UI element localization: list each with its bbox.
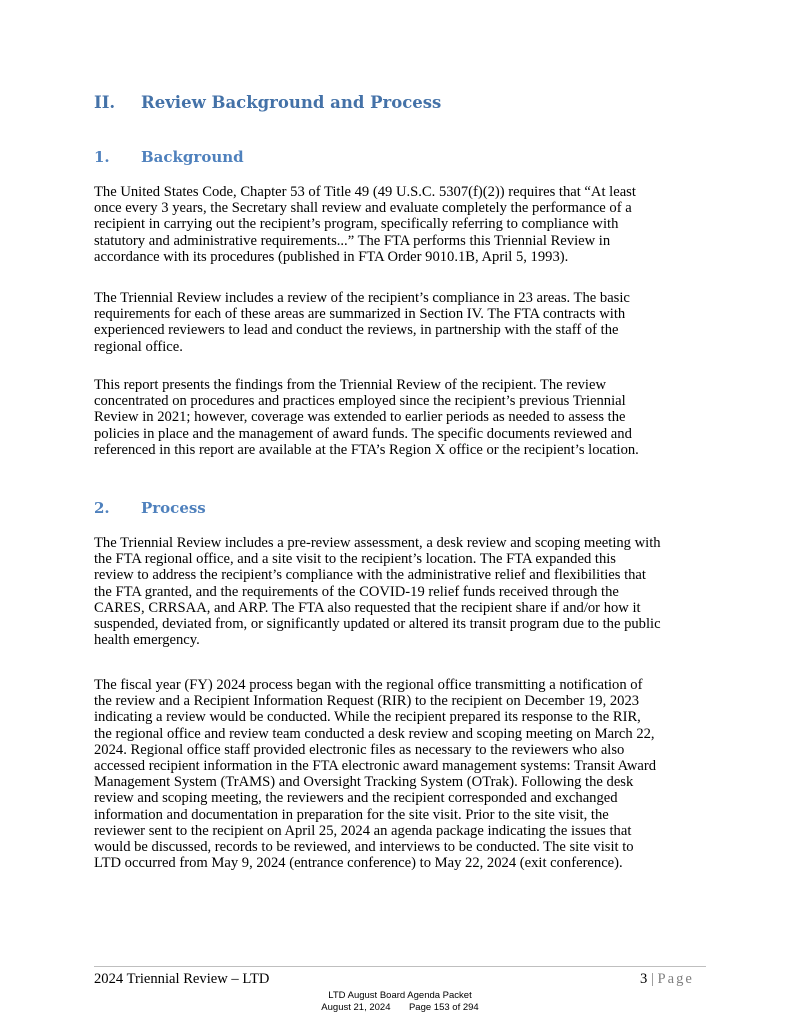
background-title: Background <box>141 148 244 166</box>
process-paragraph-1 <box>94 535 714 648</box>
text-line: The fiscal year (FY) 2024 process began with the regional office transmitting a notification of <box>94 677 643 693</box>
text-line: the regional office and review team conducted a desk review and scoping meeting on March 22, <box>94 725 655 742</box>
section-heading <box>94 93 441 112</box>
text-line: statutory and administrative requirements...” The FTA performs this Triennial Review in <box>94 232 611 249</box>
process-number: 2. <box>94 499 110 517</box>
background-heading <box>94 148 244 166</box>
footer-title: 2024 Triennial Review – LTD <box>94 971 270 987</box>
text-line: health emergency. <box>94 632 200 649</box>
text-line: requirements for each of these areas are summarized in Section IV. The FTA contracts with <box>94 306 626 323</box>
text-line: experienced reviewers to lead and conduct the reviews, in partnership with the staff of the <box>94 322 619 339</box>
text-line: information and documentation in preparation for the site visit. Prior to the site visit, the <box>94 806 609 823</box>
text-line: 2024. Regional office staff provided electronic files as necessary to the reviewers who also <box>94 741 625 758</box>
text-line: Management System (TrAMS) and Oversight Tracking System (OTrak). Following the desk <box>94 774 634 791</box>
text-line: review and scoping meeting, the reviewers and the recipient corresponded and exchanged <box>94 790 618 807</box>
text-line: The Triennial Review includes a review of the recipient’s compliance in 23 areas. The basic <box>94 290 630 306</box>
background-paragraph-3 <box>94 377 714 458</box>
text-line: the FTA granted, and the requirements of the COVID-19 relief funds received through the <box>94 583 619 600</box>
section-number: II. <box>94 93 116 112</box>
page-word: Page <box>657 971 694 987</box>
text-line: Review in 2021; however, coverage was extended to earlier periods as needed to assess the <box>94 409 626 426</box>
background-paragraph-1 <box>94 184 714 265</box>
footer-separator: | <box>650 971 654 987</box>
text-line: The Triennial Review includes a pre-review assessment, a desk review and scoping meeting with <box>94 535 661 551</box>
process-title: Process <box>141 499 206 517</box>
footer-page-number <box>640 971 694 988</box>
text-line: indicating a review would be conducted. While the recipient prepared its response to the RIR, <box>94 709 641 726</box>
packet-stamp-line-2: August 21, 2024 Page 153 of 294 <box>321 1002 479 1013</box>
packet-stamp-line-1: LTD August Board Agenda Packet <box>328 990 472 1001</box>
text-line: the review and a Recipient Information Request (RIR) to the recipient on December 19, 2023 <box>94 693 640 710</box>
text-line: suspended, deviated from, or significantly updated or altered its transit program due to the public <box>94 616 661 633</box>
text-line: The United States Code, Chapter 53 of Title 49 (49 U.S.C. 5307(f)(2)) requires that “At least <box>94 184 636 200</box>
text-line: once every 3 years, the Secretary shall review and evaluate completely the performance of a <box>94 200 632 217</box>
process-heading <box>94 499 206 517</box>
text-line: regional office. <box>94 338 183 355</box>
background-number: 1. <box>94 148 110 166</box>
text-line: the FTA regional office, and a site visit to the recipient’s location. The FTA expanded this <box>94 551 616 568</box>
section-title: Review Background and Process <box>141 93 442 112</box>
text-line: reviewer sent to the recipient on April 25, 2024 an agenda package indicating the issues that <box>94 822 632 839</box>
text-line: LTD occurred from May 9, 2024 (entrance conference) to May 22, 2024 (exit conference). <box>94 855 623 872</box>
text-line: review to address the recipient’s compliance with the administrative relief and flexibilities that <box>94 567 646 584</box>
text-line: recipient in carrying out the recipient’s program, specifically referring to compliance with <box>94 216 619 233</box>
text-line: accessed recipient information in the FTA electronic award management systems: Transit Award <box>94 758 657 775</box>
text-line: accordance with its procedures (published in FTA Order 9010.1B, April 5, 1993). <box>94 248 569 265</box>
page-number: 3 <box>640 971 648 987</box>
footer-divider <box>94 966 706 967</box>
text-line: CARES, CRRSAA, and ARP. The FTA also requested that the recipient share if and/or how it <box>94 599 641 616</box>
background-paragraph-2 <box>94 290 714 355</box>
text-line: referenced in this report are available at the FTA’s Region X office or the recipient’s location. <box>94 441 639 458</box>
text-line: This report presents the findings from the Triennial Review of the recipient. The review <box>94 377 607 393</box>
text-line: would be discussed, records to be reviewed, and interviews to be conducted. The site visit to <box>94 839 634 856</box>
text-line: concentrated on procedures and practices employed since the recipient’s previous Triennial <box>94 393 626 410</box>
text-line: policies in place and the management of award funds. The specific documents reviewed and <box>94 425 632 442</box>
process-paragraph-2 <box>94 677 714 871</box>
